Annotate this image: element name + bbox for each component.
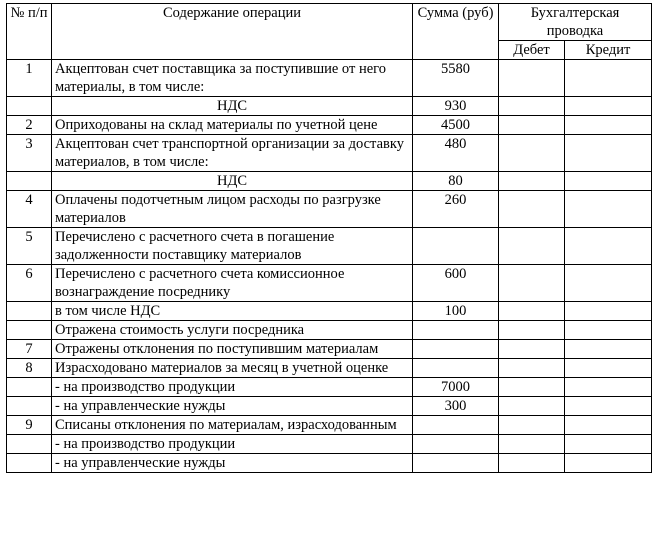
row-debit [499,397,565,416]
row-debit [499,135,565,172]
header-debit: Дебет [499,41,565,60]
row-sum [413,228,499,265]
row-num: 7 [7,340,52,359]
row-num: 8 [7,359,52,378]
table-row [7,265,652,302]
table-row [7,191,652,228]
row-sum: 480 [413,135,499,172]
row-text: - на производство продукции [52,435,413,454]
row-credit [565,265,652,302]
header-credit: Кредит [565,41,652,60]
header-num: № п/п [7,4,52,60]
row-credit [565,435,652,454]
row-num: 6 [7,265,52,302]
row-credit [565,378,652,397]
row-debit [499,191,565,228]
row-text: Списаны отклонения по материалам, израсходованным [52,416,413,435]
row-debit [499,60,565,97]
row-num: 9 [7,416,52,435]
row-text: Перечислено с расчетного счета в погашение задолженности поставщику материалов [52,228,413,265]
row-credit [565,191,652,228]
row-sum [413,454,499,473]
row-debit [499,359,565,378]
row-text: - на управленческие нужды [52,397,413,416]
row-credit [565,228,652,265]
operations-table [6,3,652,473]
row-credit [565,302,652,321]
row-sum [413,340,499,359]
row-sum: 300 [413,397,499,416]
table-header [7,4,652,60]
row-credit [565,172,652,191]
row-debit [499,228,565,265]
row-sum: 100 [413,302,499,321]
row-num: 1 [7,60,52,97]
row-sum [413,321,499,340]
row-sum [413,416,499,435]
row-debit [499,378,565,397]
row-credit [565,416,652,435]
table-row [7,359,652,378]
row-credit [565,321,652,340]
row-credit [565,97,652,116]
row-num [7,172,52,191]
row-text: - на производство продукции [52,378,413,397]
row-num: 5 [7,228,52,265]
row-debit [499,321,565,340]
row-text: НДС [52,97,413,116]
row-credit [565,359,652,378]
row-num [7,454,52,473]
row-text: Перечислено с расчетного счета комиссионное вознаграждение посреднику [52,265,413,302]
row-credit [565,454,652,473]
row-sum: 4500 [413,116,499,135]
row-num [7,397,52,416]
row-num: 4 [7,191,52,228]
table-row [7,60,652,97]
table-row [7,340,652,359]
row-sum: 260 [413,191,499,228]
row-debit [499,416,565,435]
row-num [7,378,52,397]
row-debit [499,172,565,191]
row-debit [499,302,565,321]
table-row [7,116,652,135]
table-row [7,378,652,397]
row-text: Оприходованы на склад материалы по учетной цене [52,116,413,135]
table-row [7,435,652,454]
row-text: Отражена стоимость услуги посредника [52,321,413,340]
row-num: 2 [7,116,52,135]
table-row [7,397,652,416]
row-sum: 7000 [413,378,499,397]
row-num: 3 [7,135,52,172]
row-sum [413,359,499,378]
table-body [7,60,652,473]
row-sum: 80 [413,172,499,191]
row-text: Отражены отклонения по поступившим материалам [52,340,413,359]
row-debit [499,97,565,116]
row-debit [499,265,565,302]
row-text: - на управленческие нужды [52,454,413,473]
header-sum: Сумма (руб) [413,4,499,60]
row-debit [499,454,565,473]
header-entry: Бухгалтерская проводка [499,4,652,41]
table-row [7,172,652,191]
row-debit [499,435,565,454]
row-text: НДС [52,172,413,191]
row-credit [565,340,652,359]
table-row [7,135,652,172]
row-debit [499,340,565,359]
row-debit [499,116,565,135]
row-sum: 600 [413,265,499,302]
row-sum: 930 [413,97,499,116]
row-num [7,321,52,340]
row-credit [565,397,652,416]
row-text: Акцептован счет поставщика за поступившие от него материалы, в том числе: [52,60,413,97]
row-credit [565,60,652,97]
row-sum: 5580 [413,60,499,97]
table-row [7,416,652,435]
row-num [7,302,52,321]
table-row [7,97,652,116]
table-row [7,228,652,265]
row-num [7,97,52,116]
row-text: Израсходовано материалов за месяц в учетной оценке [52,359,413,378]
table-row [7,321,652,340]
row-credit [565,116,652,135]
row-text: Акцептован счет транспортной организации за доставку материалов, в том числе: [52,135,413,172]
row-text: в том числе НДС [52,302,413,321]
row-credit [565,135,652,172]
row-num [7,435,52,454]
row-sum [413,435,499,454]
header-content: Содержание операции [52,4,413,60]
table-row [7,454,652,473]
row-text: Оплачены подотчетным лицом расходы по разгрузке материалов [52,191,413,228]
table-row [7,302,652,321]
